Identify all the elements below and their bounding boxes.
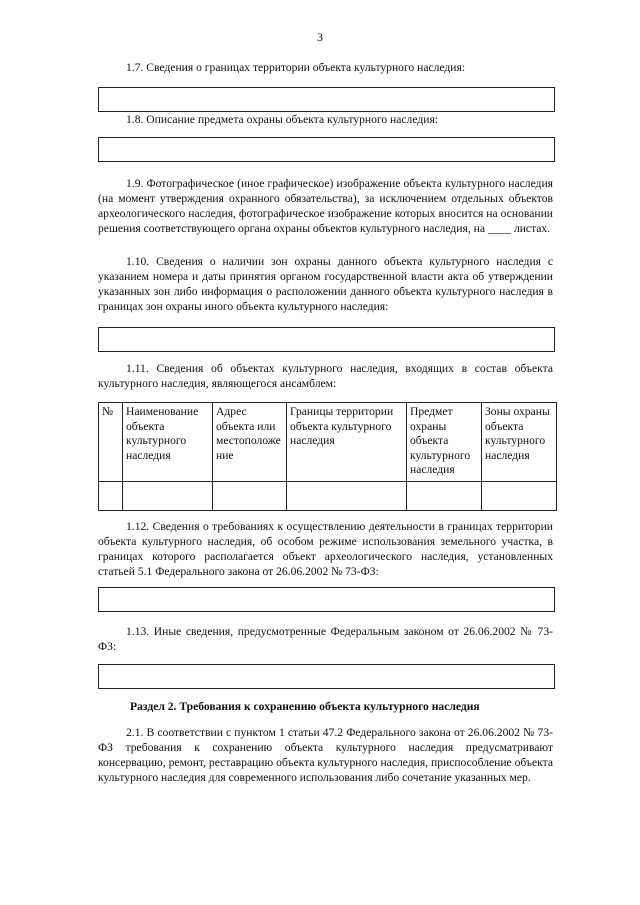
territory-borders-field[interactable] [98,87,555,112]
section-1-8-text: 1.8. Описание предмета охраны объекта культурного наследия: [126,113,438,126]
section-1-9-text: 1.9. Фотографическое (иное графическое) изображение объекта культурного наследия (на момент утверждения охранного обязательства), за исключением отдельных объектов археологического наследия, фотографическое изображение которых вносится на основании решения соответствующего органа охраны объектов культурного наследия, на ____ листах. [98,177,553,235]
table-header-address: Адрес объекта или местоположение [213,403,287,482]
protection-subject-field[interactable] [98,137,555,162]
table-header-number: № [99,403,123,482]
activity-requirements-field[interactable] [98,587,555,612]
section-1-7-text: 1.7. Сведения о границах территории объекта культурного наследия: [126,61,466,74]
section-1-13-text: 1.13. Иные сведения, предусмотренные Федеральным законом от 26.06.2002 № 73-ФЗ: [98,625,553,653]
section-1-10-text: 1.10. Сведения о наличии зон охраны данного объекта культурного наследия с указанием номера и даты принятия органом государственной власти акта об утверждении указанных зон либо информация о расположении данного объекта культурного наследия в границах зон охраны иного объекта культурного наследия: [98,255,553,313]
table-cell[interactable] [482,482,557,511]
other-info-field[interactable] [98,664,555,689]
section-2-title: Раздел 2. Требования к сохранению объекта культурного наследия [130,700,480,713]
table-cell[interactable] [287,482,407,511]
protection-zones-field[interactable] [98,327,555,352]
table-header-subject: Предмет охраны объекта культурного наследия [407,403,482,482]
section-2-1-text: 2.1. В соответствии с пунктом 1 статьи 47.2 Федерального закона от 26.06.2002 № 73-ФЗ требования к сохранению объекта культурного наследия предусматривают консервацию, ремонт, реставрацию объекта культурного наследия, приспособление объекта культурного наследия для современного использования либо сочетание указанных мер. [98,726,553,784]
table-header-name: Наименование объекта культурного наследия [123,403,213,482]
table-header-zones: Зоны охраны объекта культурного наследия [482,403,557,482]
section-1-12-text: 1.12. Сведения о требованиях к осуществлению деятельности в границах территории объекта культурного наследия, об особом режиме использования земельного участка, в границах которого располагается объект археологического наследия, установленных статьей 5.1 Федерального закона от 26.06.2002 № 73-ФЗ: [98,520,553,578]
section-1-11-text: 1.11. Сведения об объектах культурного наследия, входящих в состав объекта культурного наследия, являющегося ансамблем: [98,362,553,390]
table-cell[interactable] [407,482,482,511]
page-number: 3 [317,30,323,44]
table-header-borders: Границы территории объекта культурного наследия [287,403,407,482]
table-row [99,482,557,511]
ensemble-objects-table [98,402,557,511]
table-cell[interactable] [213,482,287,511]
table-cell[interactable] [123,482,213,511]
table-cell[interactable] [99,482,123,511]
table-header-row [99,403,557,482]
